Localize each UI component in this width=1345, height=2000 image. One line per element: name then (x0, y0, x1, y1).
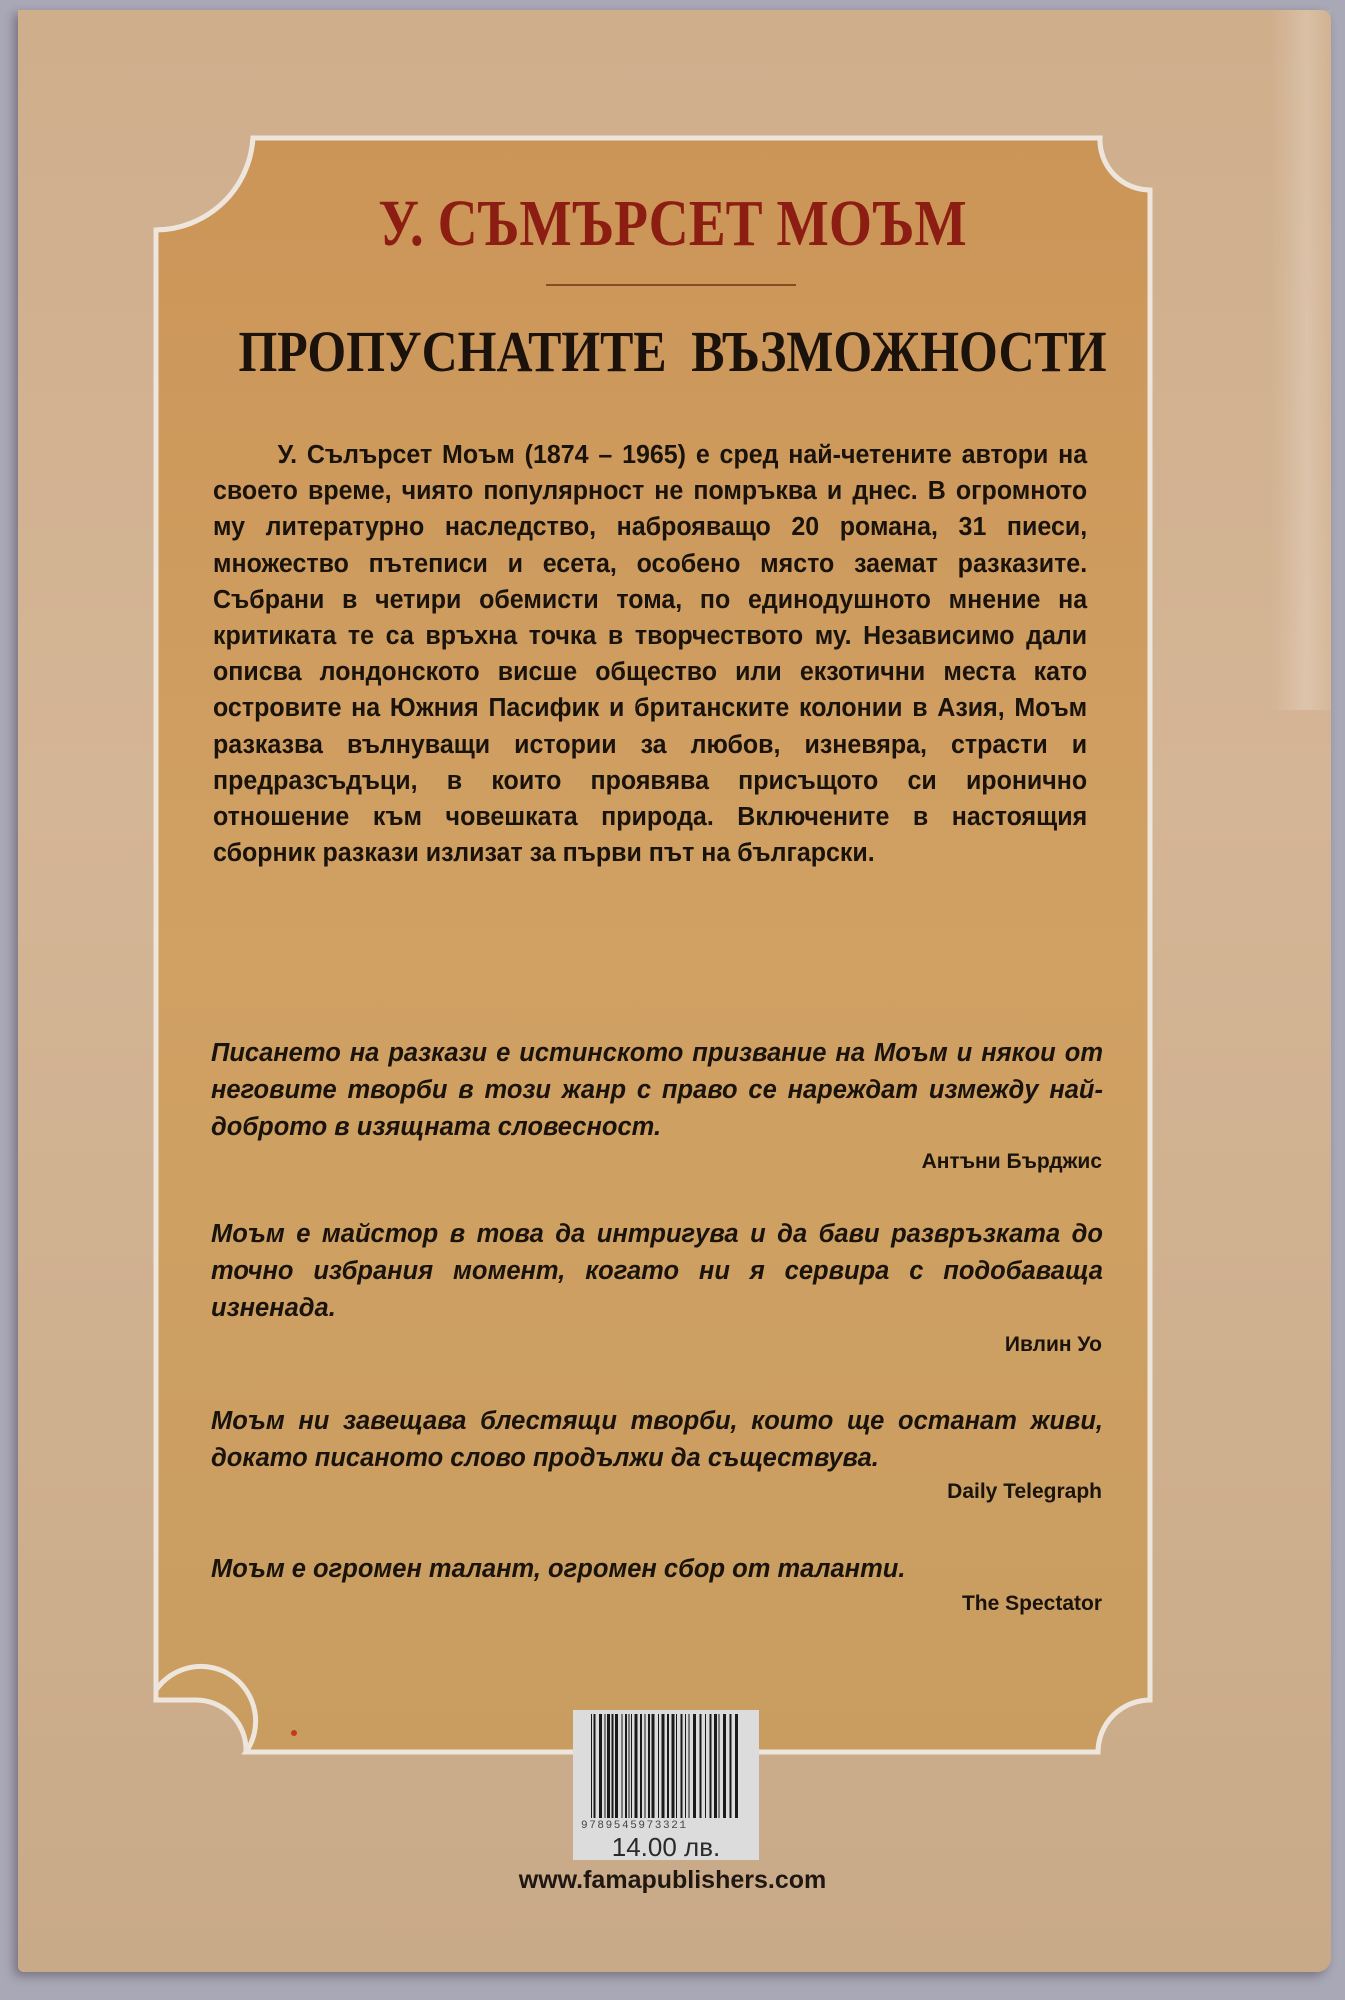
barcode-bar (676, 1714, 677, 1818)
barcode-bar (689, 1714, 690, 1818)
review-source-2: Ивлин Уо (1004, 1333, 1102, 1356)
barcode-icon (589, 1714, 743, 1820)
barcode-bar (685, 1714, 686, 1818)
barcode-bar (640, 1714, 642, 1818)
review-quote-3: Моъм ни завещава блестящи творби, които ще останат живи, докато писаното слово продължи да съществува. (211, 1407, 1103, 1472)
price-label: 14.00 лв. (611, 1832, 721, 1862)
review-source-4: The Spectator (961, 1592, 1102, 1615)
barcode-bar (667, 1714, 669, 1818)
review-source-3: Daily Telegraph (947, 1480, 1102, 1503)
barcode-bar (658, 1714, 659, 1818)
barcode-bar (693, 1714, 696, 1818)
publisher-website: www.famapublishers.com (518, 1866, 827, 1894)
barcode-bar (631, 1714, 632, 1818)
title-divider (546, 284, 796, 286)
barcode-bar (599, 1714, 602, 1818)
barcode-bar (652, 1714, 655, 1818)
barcode-bar (612, 1714, 614, 1818)
barcode-sticker (573, 1710, 759, 1860)
review-source-1: Антъни Бърджис (921, 1150, 1102, 1173)
barcode-bar (594, 1714, 596, 1818)
barcode-bar (700, 1714, 702, 1818)
review-quote-1: Писането на разкази е истинското призвание на Моъм и някои от неговите творби в този жанр с право се нареждат измежду най-доброто в изящната словесност. (211, 1039, 1103, 1141)
barcode-bar (710, 1714, 712, 1818)
print-speck (291, 1730, 297, 1736)
barcode-bar (681, 1714, 683, 1818)
barcode-bar (607, 1714, 610, 1818)
book-description: У. Сълърсет Моъм (1874 – 1965) е сред най-четените автори на своето време, чиято популярност не помръква и днес. В огромното му литературно наследство, наброяващо 20 романа, 31 пиеси, множество пътеписи и есета, особено място заемат разказите. Събрани в четири обемисти тома, по единодушното мнение на критиката те са връхна точка в творчеството му. Независимо дали описва лондонското висше общество или екзотични места като островите на Южния Пасифик и британските колонии в Азия, Моъм разказва вълнуващи истории за любов, изневяра, страсти и предразсъдъци, в които проявява присъщото си иронично отношение към човешката природа. Включените в настоящия сборник разкази излизат за първи път на български. (213, 441, 1088, 868)
isbn-digits: 9789545973321 (581, 1820, 688, 1832)
barcode-bar (622, 1714, 623, 1818)
barcode-bar (714, 1714, 717, 1818)
review-quote-2: Моъм е майстор в това да интригува и да бави развръзката до точно избрания момент, когато ни я сервира с подобаваща изненада. (211, 1220, 1103, 1322)
review-quote-4: Моъм е огромен талант, огромен сбор от таланти. (211, 1555, 906, 1583)
barcode-bar (645, 1714, 646, 1818)
barcode-bar (662, 1714, 665, 1818)
barcode-bar (625, 1714, 627, 1818)
barcode-bar (629, 1714, 630, 1818)
barcode-bar (672, 1714, 675, 1818)
barcode-bar (730, 1714, 732, 1818)
barcode-bar (615, 1714, 618, 1818)
barcode-bar (735, 1714, 738, 1818)
barcode-bar (591, 1714, 592, 1818)
barcode-bar (705, 1714, 706, 1818)
barcode-bar (719, 1714, 720, 1818)
barcode-bar (723, 1714, 726, 1818)
author-name: У. СЪМЪРСЕТ МОЪМ (378, 187, 967, 260)
barcode-bar (635, 1714, 638, 1818)
barcode-bar (648, 1714, 650, 1818)
book-title: ПРОПУСНАТИТЕ ВЪЗМОЖНОСТИ (238, 319, 1107, 384)
barcode-bar (605, 1714, 606, 1818)
